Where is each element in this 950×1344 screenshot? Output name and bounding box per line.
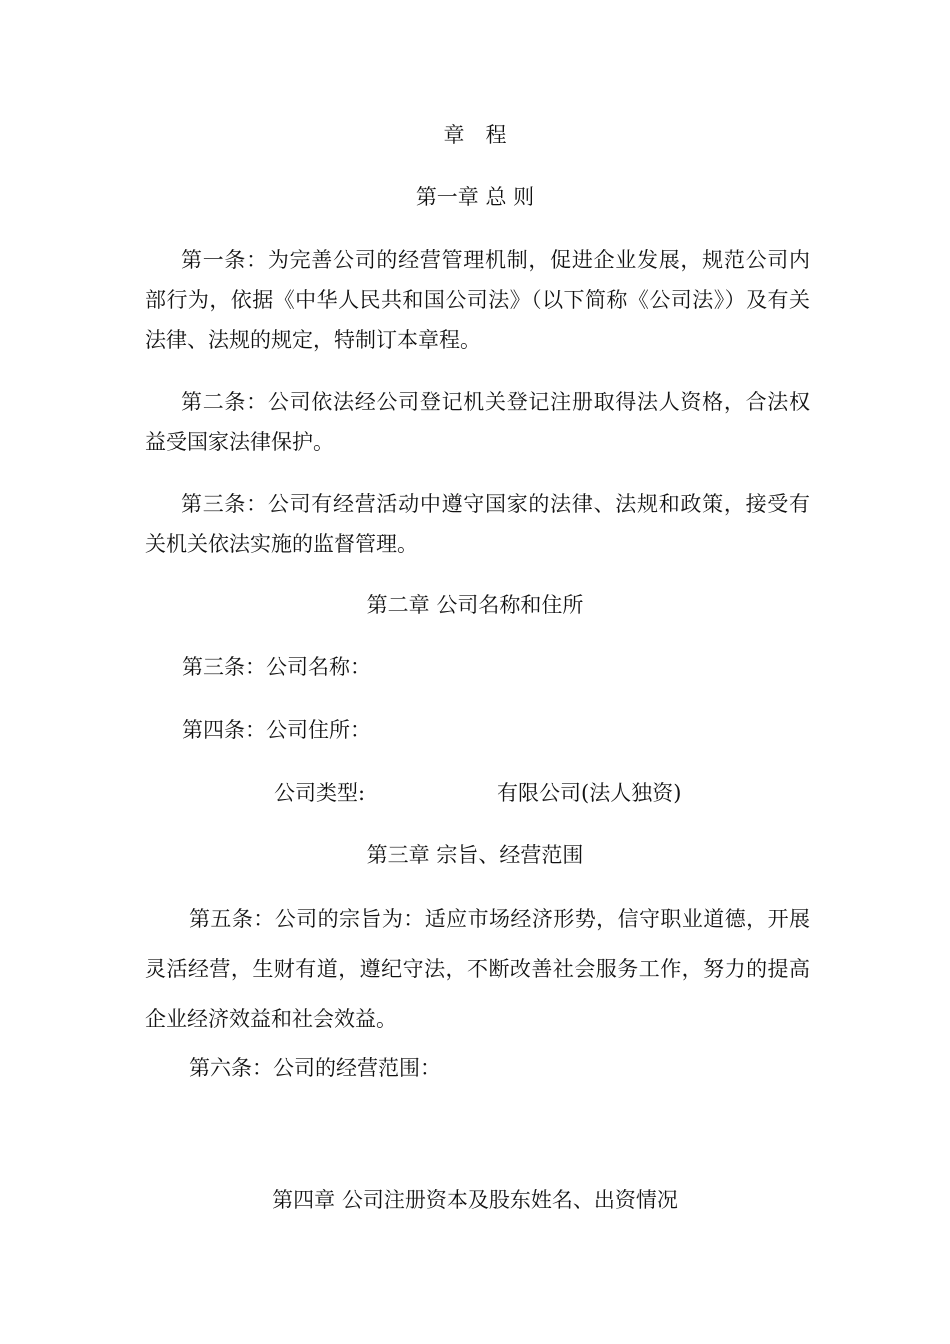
company-name-line: 第三条：公司名称： bbox=[182, 655, 371, 679]
chapter-2-heading: 第二章 公司名称和住所 bbox=[366, 593, 584, 617]
chapter-3-heading: 第三章 宗旨、经营范围 bbox=[366, 843, 584, 867]
company-type-value: 有限公司(法人独资) bbox=[497, 781, 682, 805]
article-2-paragraph: 第二条：公司依法经公司登记机关登记注册取得法人资格，合法权益受国家法律保护。 bbox=[145, 390, 810, 454]
document-title: 章 程 bbox=[443, 123, 507, 147]
article-5-paragraph: 第五条：公司的宗旨为：适应市场经济形势，信守职业道德，开展灵活经营，生财有道，遵纪守法，不断改善社会服务工作，努力的提高企业经济效益和社会效益。 bbox=[145, 907, 810, 1031]
chapter-4-heading: 第四章 公司注册资本及股东姓名、出资情况 bbox=[272, 1188, 678, 1212]
company-address-line: 第四条：公司住所： bbox=[182, 718, 371, 742]
company-type-label: 公司类型: bbox=[274, 781, 366, 805]
article-6-line: 第六条：公司的经营范围： bbox=[189, 1056, 441, 1080]
article-3-paragraph: 第三条：公司有经营活动中遵守国家的法律、法规和政策，接受有关机关依法实施的监督管理。 bbox=[145, 492, 810, 556]
article-1-paragraph: 第一条：为完善公司的经营管理机制，促进企业发展，规范公司内部行为，依据《中华人民共和国公司法》（以下简称《公司法》）及有关法律、法规的规定，特制订本章程。 bbox=[145, 248, 810, 352]
chapter-1-heading: 第一章 总 则 bbox=[415, 185, 535, 209]
